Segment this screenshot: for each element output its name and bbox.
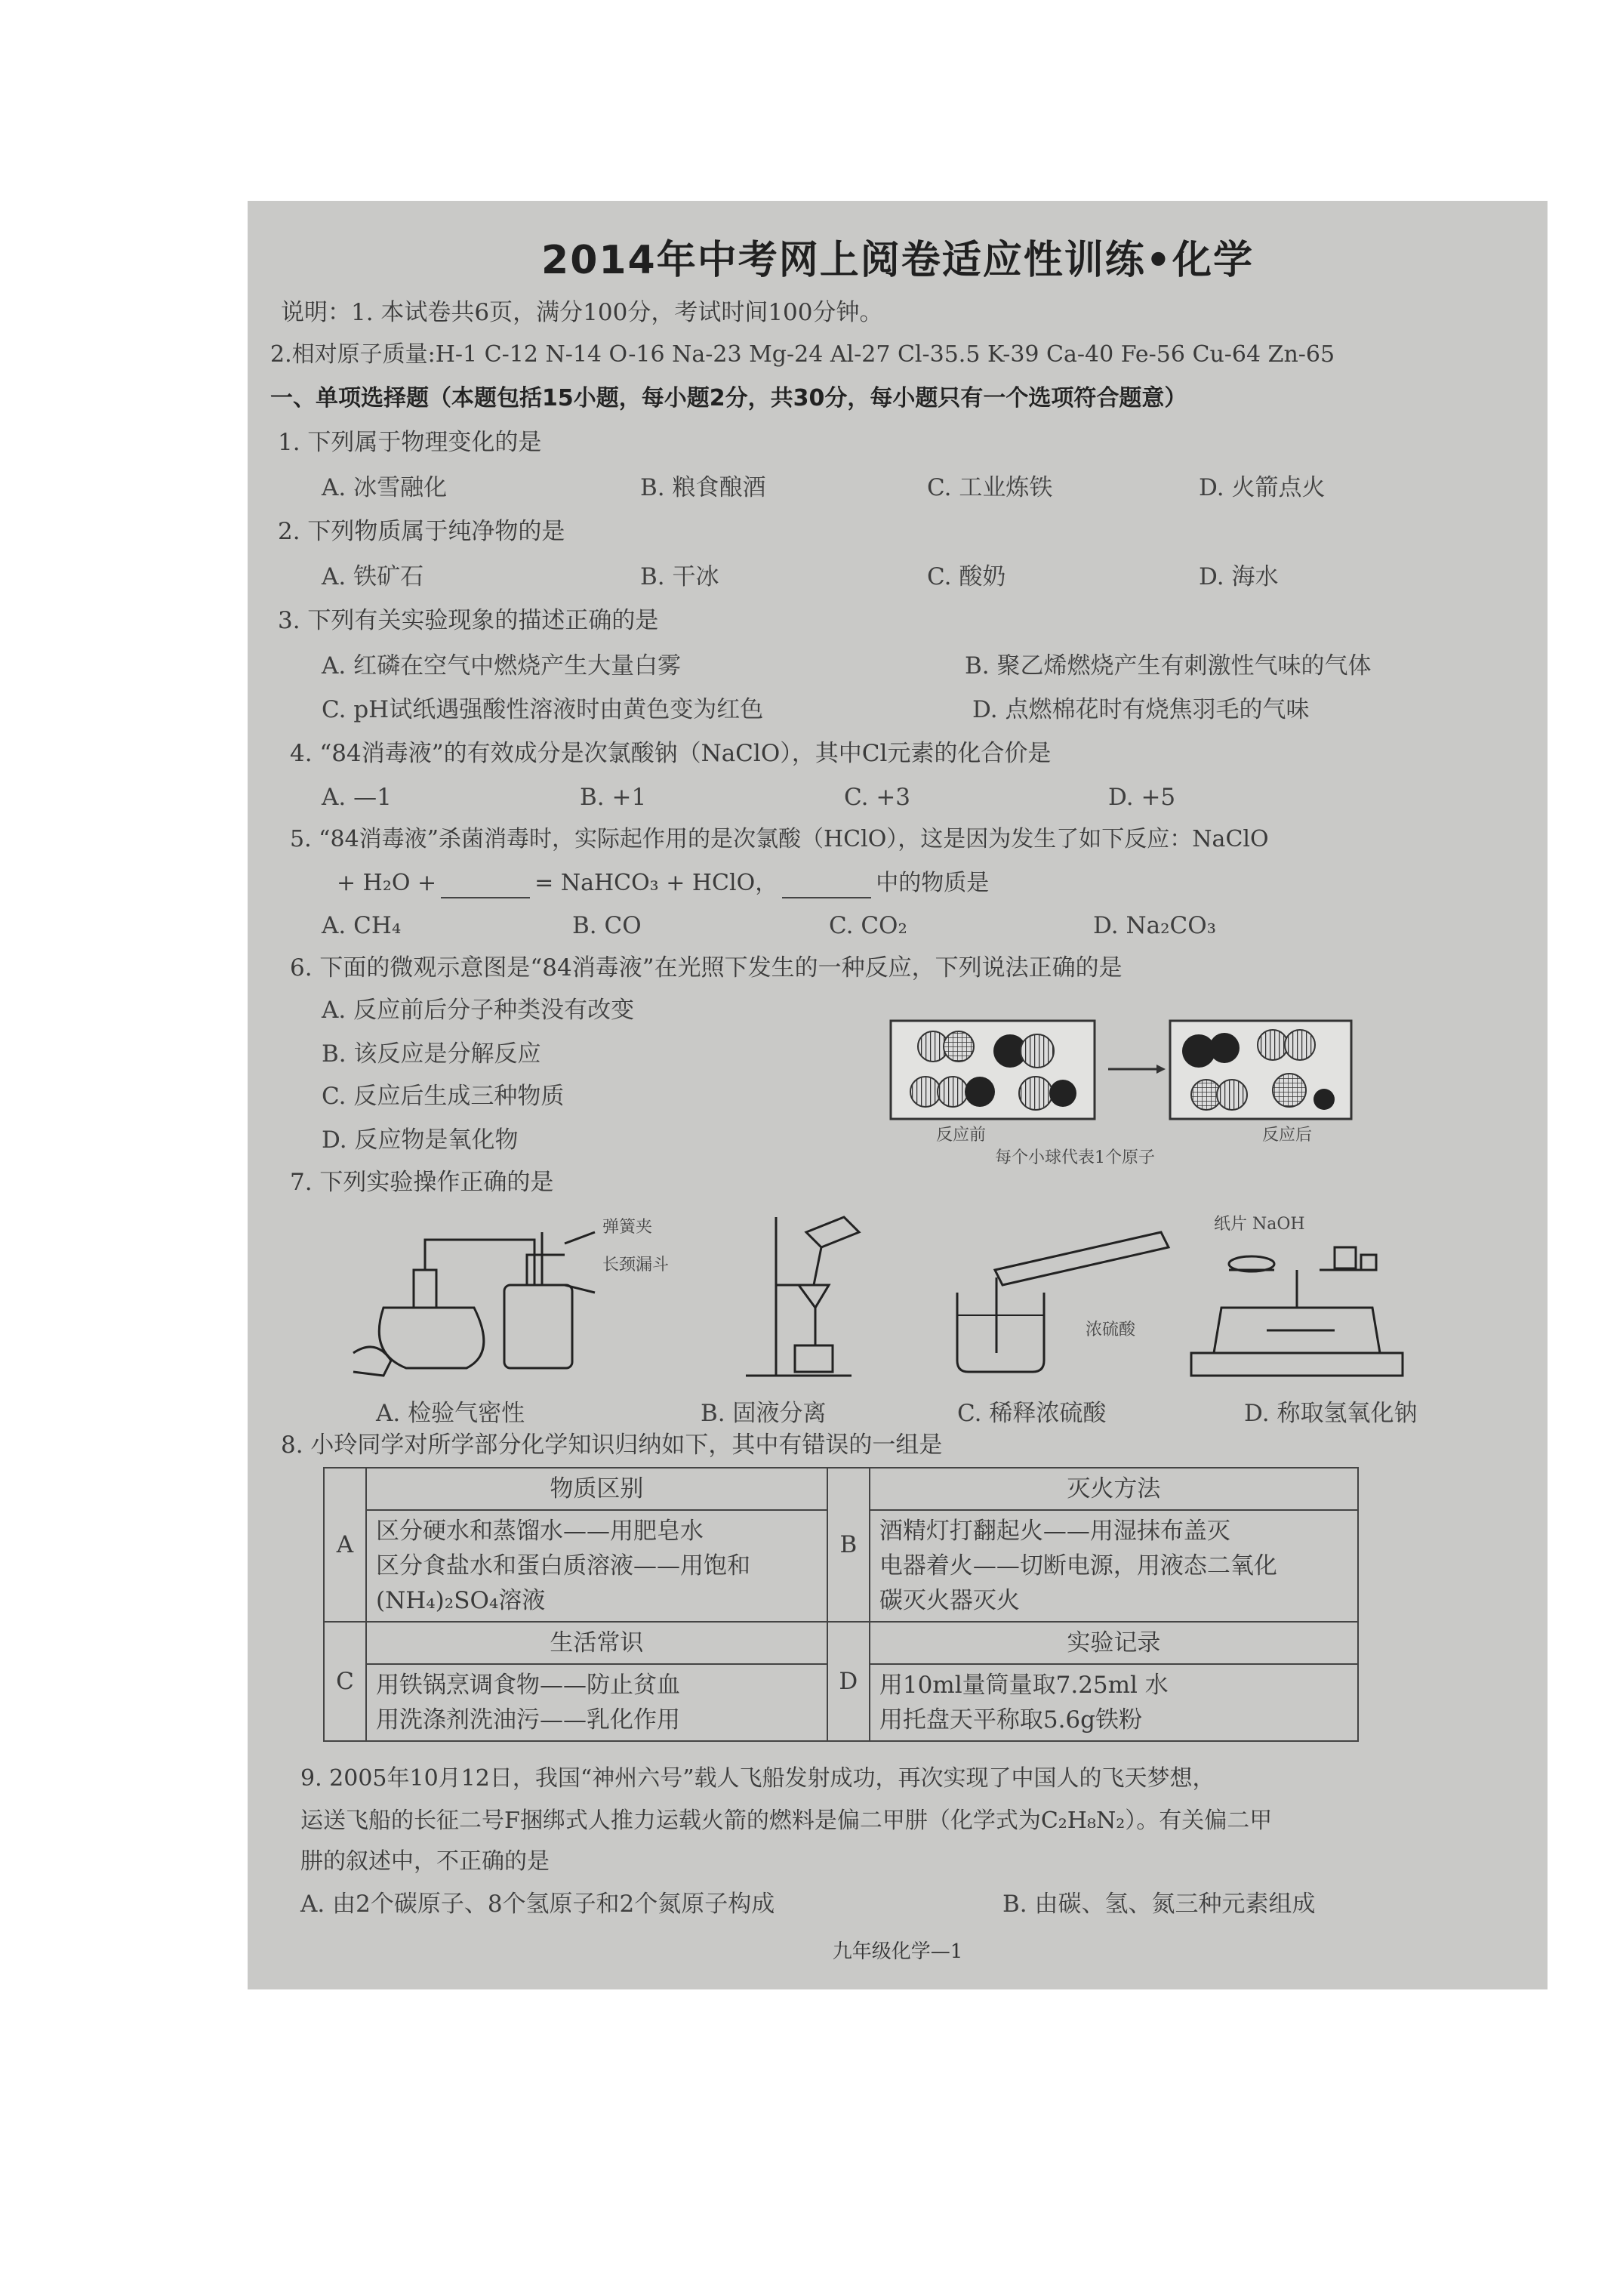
q8-knowledge-table (323, 1467, 1359, 1742)
q5-blank-2 (782, 876, 871, 898)
group-b-line-1: 酒精灯打翻起火——用湿抹布盖灭 (879, 1518, 1230, 1545)
q9-stem-line2: 运送飞船的长征二号F捆绑式人推力运载火箭的燃料是偏二甲肼（化学式为C₂H₈N₂）。有关偏二甲 (300, 1808, 1273, 1834)
section-heading: 一、单项选择题（本题包括15小题，每小题2分，共30分，每小题只有一个选项符合题意） (270, 385, 1187, 411)
q5-equation-left: + H₂O + (337, 870, 437, 896)
group-a-content (366, 1510, 827, 1622)
atomic-mass-note: 2.相对原子质量:H-1 C-12 N-14 O-16 Na-23 Mg-24 Al-27 Cl-35.5 K-39 Ca-40 Fe-56 Cu-64 Zn-65 (270, 341, 1335, 368)
group-b-line-3: 碳灭火器灭火 (879, 1587, 1020, 1614)
q5-stem-tail: 中的物质是 (876, 870, 990, 896)
q6-option-b: B. 该反应是分解反应 (322, 1040, 541, 1068)
q9-option-b: B. 由碳、氢、氮三种元素组成 (1002, 1891, 1316, 1918)
group-d-label: D (827, 1622, 870, 1741)
group-c-line-1: 用铁锅烹调食物——防止贫血 (376, 1672, 680, 1699)
q3-option-b: B. 聚乙烯燃烧产生有刺激性气味的气体 (965, 652, 1372, 680)
q5-stem-line1: 5. “84消毒液”杀菌消毒时，实际起作用的是次氯酸（HClO），这是因为发生了如下反应：NaClO (290, 826, 1269, 852)
q2-option-a: A. 铁矿石 (322, 563, 424, 590)
group-a-line-1: 区分硬水和蒸馏水——用肥皂水 (376, 1518, 704, 1545)
apparatus-b-figure (746, 1217, 859, 1376)
page-footer: 九年级化学—1 (832, 1940, 963, 1963)
tag-long-funnel: 长颈漏斗 (602, 1256, 670, 1274)
q1-stem: 1. 下列属于物理变化的是 (278, 429, 542, 456)
q1-option-a: A. 冰雪融化 (322, 474, 448, 501)
q1-option-b: B. 粮食酿酒 (640, 474, 766, 501)
group-b-label: B (827, 1468, 870, 1622)
before-molecule-2 (910, 1077, 995, 1107)
q5-option-d: D. Na₂CO₃ (1093, 912, 1217, 939)
q3-stem: 3. 下列有关实验现象的描述正确的是 (278, 607, 659, 634)
group-b-heading: 灭火方法 (870, 1468, 1358, 1510)
q3-option-c: C. pH试纸遇强酸性溶液时由黄色变为红色 (322, 696, 764, 723)
q9-option-a: A. 由2个碳原子、8个氢原子和2个氮原子构成 (300, 1891, 775, 1918)
label-before: 反应前 (936, 1126, 987, 1145)
q7-option-d: D. 称取氢氧化钠 (1244, 1400, 1418, 1427)
q1-option-c: C. 工业炼铁 (927, 474, 1053, 501)
exam-title: 2014年中考网上阅卷适应性训练•化学 (541, 238, 1254, 283)
q8-stem: 8. 小玲同学对所学部分化学知识归纳如下，其中有错误的一组是 (281, 1432, 943, 1459)
q4-option-a: A. —1 (322, 784, 392, 811)
group-a-line-3: (NH₄)₂SO₄溶液 (376, 1587, 546, 1614)
q4-option-d: D. +5 (1108, 784, 1176, 811)
diagram-legend: 每个小球代表1个原子 (995, 1148, 1155, 1167)
group-c-content (366, 1664, 827, 1741)
q4-stem: 4. “84消毒液”的有效成分是次氯酸钠（NaClO），其中Cl元素的化合价是 (290, 740, 1052, 767)
q9-stem-line3: 肼的叙述中，不正确的是 (300, 1848, 550, 1875)
group-c-line-2: 用洗涤剂洗油污——乳化作用 (376, 1706, 680, 1734)
q7-option-a: A. 检验气密性 (376, 1400, 525, 1427)
q3-option-d: D. 点燃棉花时有烧焦羽毛的气味 (972, 696, 1310, 723)
group-d-heading: 实验记录 (870, 1622, 1358, 1664)
group-a-line-2: 区分食盐水和蛋白质溶液——用饱和 (376, 1552, 750, 1579)
q2-option-d: D. 海水 (1199, 563, 1279, 590)
q6-stem: 6. 下面的微观示意图是“84消毒液”在光照下发生的一种反应，下列说法正确的是 (290, 954, 1123, 982)
q5-stem-line2 (337, 868, 989, 898)
q9-stem-line1: 9. 2005年10月12日，我国“神州六号”载人飞船发射成功，再次实现了中国人的飞天梦想， (300, 1765, 1215, 1792)
q2-stem: 2. 下列物质属于纯净物的是 (278, 518, 565, 545)
q3-option-a: A. 红磷在空气中燃烧产生大量白雾 (322, 652, 682, 680)
q5-option-b: B. CO (572, 912, 642, 939)
q5-option-c: C. CO₂ (829, 912, 907, 939)
apparatus-d-figure (1191, 1247, 1403, 1376)
tag-paper-naoh: 纸片 NaOH (1214, 1215, 1305, 1234)
q4-option-b: B. +1 (580, 784, 647, 811)
group-a-heading: 物质区别 (366, 1468, 827, 1510)
group-d-content (870, 1664, 1358, 1741)
tag-spring-clip: 弹簧夹 (602, 1218, 653, 1237)
q5-option-a: A. CH₄ (322, 912, 402, 939)
q1-option-d: D. 火箭点火 (1199, 474, 1326, 501)
q7-stem: 7. 下列实验操作正确的是 (290, 1169, 554, 1196)
group-d-line-2: 用托盘天平称取5.6g铁粉 (879, 1706, 1143, 1734)
q7-option-b: B. 固液分离 (701, 1400, 827, 1427)
group-b-content (870, 1510, 1358, 1622)
group-b-line-2: 电器着火——切断电源，用液态二氧化 (879, 1552, 1277, 1579)
group-a-label: A (324, 1468, 366, 1622)
label-after: 反应后 (1262, 1126, 1313, 1145)
group-c-label: C (324, 1622, 366, 1741)
q4-option-c: C. +3 (844, 784, 911, 811)
q2-option-b: B. 干冰 (640, 563, 719, 590)
q7-option-c: C. 稀释浓硫酸 (957, 1400, 1107, 1427)
q2-option-c: C. 酸奶 (927, 563, 1006, 590)
apparatus-a-figure (353, 1232, 595, 1376)
group-c-heading: 生活常识 (366, 1622, 827, 1664)
exam-note-1: 说明：1. 本试卷共6页，满分100分，考试时间100分钟。 (281, 299, 883, 326)
q5-equation-right: = NaHCO₃ + HClO， (534, 870, 778, 896)
group-d-line-1: 用10ml量筒量取7.25ml 水 (879, 1672, 1169, 1699)
q6-option-a: A. 反应前后分子种类没有改变 (322, 997, 635, 1024)
q5-blank-1 (441, 876, 530, 898)
q6-option-d: D. 反应物是氧化物 (322, 1126, 519, 1154)
q6-option-c: C. 反应后生成三种物质 (322, 1083, 565, 1110)
apparatus-c-figure (957, 1232, 1169, 1372)
exam-paper (248, 201, 1548, 1989)
tag-conc-sulfuric: 浓硫酸 (1086, 1321, 1136, 1339)
